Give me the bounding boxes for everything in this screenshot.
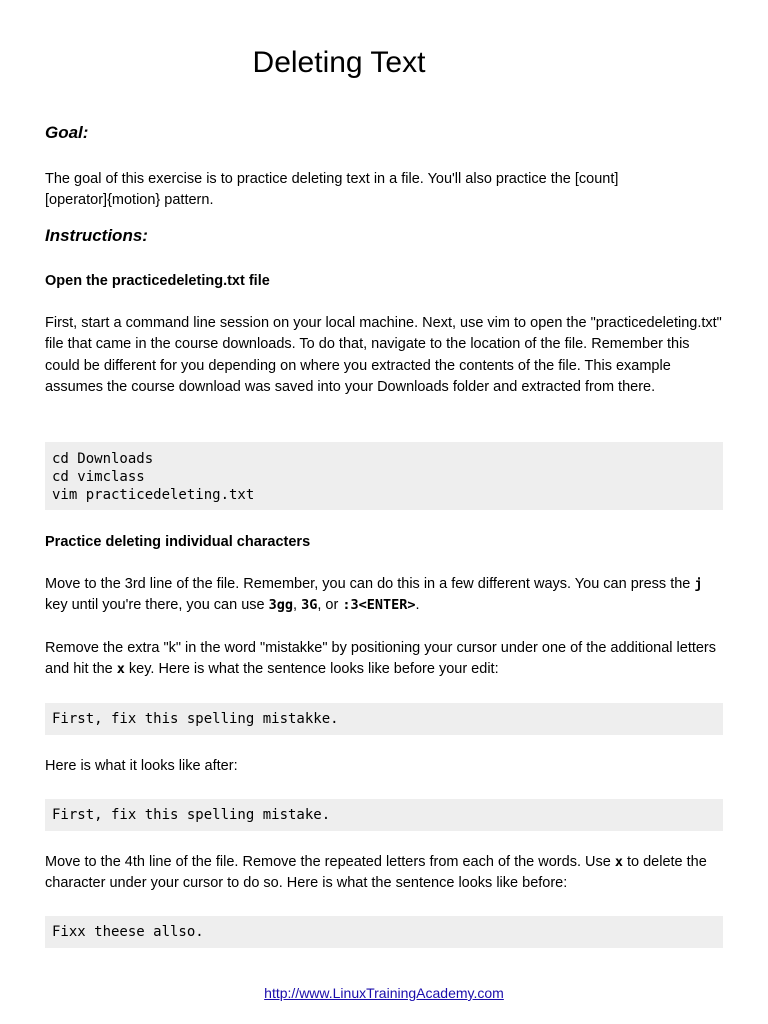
key-3gg: 3gg (268, 597, 294, 614)
code-line: cd vimclass (52, 469, 145, 485)
code-line: vim practicedeleting.txt (52, 487, 255, 503)
move-line3-paragraph: Move to the 3rd line of the file. Remember, you can do this in a few different ways. You can press the j key until you're there, you can use 3gg, 3G, or :3<ENTER>. (45, 576, 703, 614)
key-colon-3-enter: :3<ENTER> (342, 597, 416, 614)
code-line: First, fix this spelling mistake. (52, 807, 331, 823)
remove-k-paragraph: Remove the extra "k" in the word "mistakke" by positioning your cursor under one of the additional letters and hit the x key. Here is what the sentence looks like before your edit: (45, 640, 717, 678)
move-line4-paragraph: Move to the 4th line of the file. Remove the repeated letters from each of the words. Use x to delete the character under your cursor to do so. Here is what the sentence looks like before: (45, 854, 707, 892)
footer-link[interactable]: http://www.LinuxTrainingAcademy.com (264, 985, 504, 1001)
key-j: j (694, 576, 703, 592)
code-line: cd Downloads (52, 451, 154, 467)
footer (0, 985, 768, 1001)
page-title: Deleting Text (252, 46, 426, 79)
key-x: x (614, 854, 623, 870)
open-file-text: First, start a command line session on your local machine. Next, use vim to open the "practicedeleting.txt" file that came in the course downloads. To do that, navigate to the location of the file. Remember this could be different for you depending on where you extracted the contents of the file. This example assumes the course download was saved into your Downloads folder and extracted from there. (45, 315, 722, 395)
goal-text: The goal of this exercise is to practice deleting text in a file. You'll also practice the [count][operator]{motion} pattern. (45, 171, 619, 209)
code-line: First, fix this spelling mistakke. (52, 711, 339, 727)
key-x: x (116, 661, 125, 678)
after-code-block (45, 799, 723, 831)
after-label: Here is what it looks like after: (45, 758, 238, 774)
code-line: Fixx theese allso. (52, 924, 204, 940)
before-code-block (45, 703, 723, 735)
key-3G: 3G (301, 597, 318, 614)
open-file-heading: Open the practicedeleting.txt file (45, 273, 270, 289)
open-file-code-block (45, 442, 723, 510)
instructions-heading: Instructions: (45, 226, 148, 245)
line4-code-block (45, 916, 723, 948)
goal-heading: Goal: (45, 123, 89, 142)
delete-chars-heading: Practice deleting individual characters (45, 534, 311, 550)
